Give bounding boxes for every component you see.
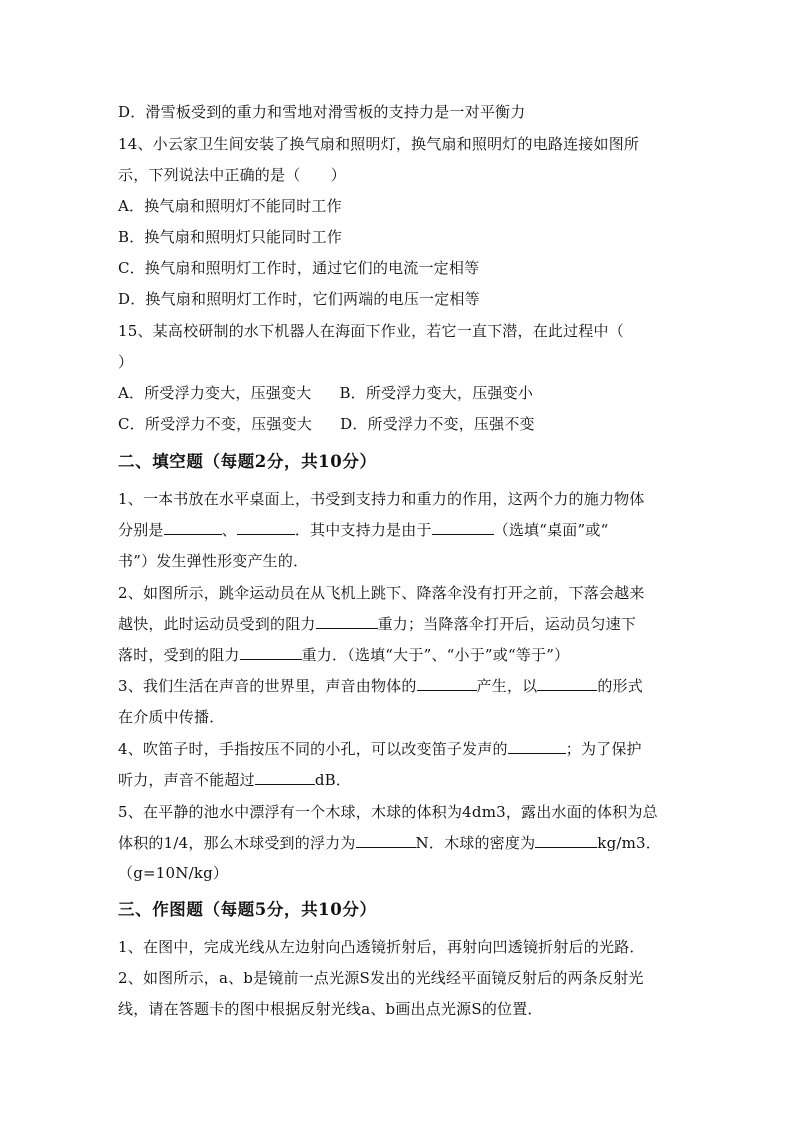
s2-q2-text-d: 重力．（选填“大于”、“小于”或“等于”） <box>301 646 570 664</box>
fill-blank[interactable] <box>255 770 315 785</box>
s2-q5-text-b: N．木球的密度为 <box>415 834 536 852</box>
s3-q1: 1、在图中，完成光线从左边射向凸透镜折射后，再射向凹透镜折射后的光路． <box>118 938 645 956</box>
s2-q1-line2 <box>118 520 608 540</box>
s2-q5-line2 <box>118 833 661 853</box>
s2-q1-text-d: （选填“桌面”或“ <box>493 521 609 539</box>
fill-blank[interactable] <box>164 520 222 535</box>
s2-q4-line2 <box>118 770 351 790</box>
s2-q5-text-c: kg/m3． <box>597 834 661 852</box>
q15-option-b: B．所受浮力变大，压强变小 <box>339 384 534 402</box>
q14-option-c: C．换气扇和照明灯工作时，通过它们的电流一定相等 <box>118 259 480 277</box>
fill-blank[interactable] <box>417 676 477 691</box>
s2-q1-line3: 书”）发生弹性形变产生的． <box>118 552 309 570</box>
s2-q3-text-a: 3、我们生活在声音的世界里，声音由物体的 <box>118 677 417 695</box>
s2-q2-text-a: 越快，此时运动员受到的阻力 <box>118 615 316 633</box>
s2-q4-text-d: dB． <box>314 771 352 789</box>
fill-blank[interactable] <box>432 520 494 535</box>
q14-option-b: B．换气扇和照明灯只能同时工作 <box>118 228 343 246</box>
q15-options-ab <box>118 383 533 403</box>
s2-q4-text-c: 听力，声音不能超过 <box>118 771 255 789</box>
s2-q5-text-a: 体积的1/4，那么木球受到的浮力为 <box>118 834 356 852</box>
s2-q3-text-c: 的形式 <box>597 677 643 695</box>
s2-q2-line2 <box>118 614 636 634</box>
fill-blank[interactable] <box>237 520 295 535</box>
q15-option-a: A．所受浮力变大，压强变大 <box>118 384 312 402</box>
s3-q2-line1: 2、如图所示，a、b是镜前一点光源S发出的光线经平面镜反射后的两条反射光 <box>118 969 644 987</box>
fill-blank[interactable] <box>316 614 378 629</box>
q13-option-d: D．滑雪板受到的重力和雪地对滑雪板的支持力是一对平衡力 <box>118 103 526 121</box>
s2-q1-text-a: 分别是 <box>118 521 164 539</box>
s2-q4-text-a: 4、吹笛子时，手指按压不同的小孔，可以改变笛子发声的 <box>118 740 508 758</box>
fill-blank[interactable] <box>240 645 302 660</box>
q14-option-d: D．换气扇和照明灯工作时，它们两端的电压一定相等 <box>118 290 480 308</box>
section2-heading: 二、填空题（每题2分，共10分） <box>118 452 377 471</box>
s2-q3-line2: 在介质中传播． <box>118 708 225 726</box>
s2-q5-line3: （g=10N/kg） <box>118 864 229 882</box>
q15-stem-line2: ） <box>118 353 134 371</box>
s2-q5-line1: 5、在平静的池水中漂浮有一个木球，木球的体积为4dm3，露出水面的体积为总 <box>118 803 658 821</box>
q14-stem-line1: 14、小云家卫生间安装了换气扇和照明灯，换气扇和照明灯的电路连接如图所 <box>118 135 640 153</box>
s2-q4-line1 <box>118 739 642 759</box>
q15-stem-line1: 15、某高校研制的水下机器人在海面下作业，若它一直下潜，在此过程中（ <box>118 322 624 340</box>
s2-q1-line1: 1、一本书放在水平桌面上，书受到支持力和重力的作用，这两个力的施力物体 <box>118 490 645 508</box>
s3-q2-line2: 线，请在答题卡的图中根据反射光线a、b画出点光源S的位置． <box>118 1000 543 1018</box>
fill-blank[interactable] <box>537 676 597 691</box>
q14-stem-line2: 示，下列说法中正确的是（ ） <box>118 166 347 184</box>
s2-q2-line1: 2、如图所示，跳伞运动员在从飞机上跳下、降落伞没有打开之前，下落会越来 <box>118 584 645 602</box>
s2-q2-text-b: 重力；当降落伞打开后，运动员匀速下 <box>377 615 637 633</box>
q15-options-cd <box>118 414 535 434</box>
fill-blank[interactable] <box>356 833 416 848</box>
q15-option-c: C．所受浮力不变，压强变大 <box>118 415 313 433</box>
fill-blank[interactable] <box>535 833 597 848</box>
s2-q2-text-c: 落时，受到的阻力 <box>118 646 240 664</box>
s2-q3-line1 <box>118 676 643 696</box>
q14-option-a: A．换气扇和照明灯不能同时工作 <box>118 197 342 215</box>
q15-option-d: D．所受浮力不变，压强不变 <box>340 415 535 433</box>
s2-q3-text-b: 产生，以 <box>476 677 538 695</box>
fill-blank[interactable] <box>508 739 566 754</box>
s2-q1-text-c: ．其中支持力是由于 <box>294 521 432 539</box>
s2-q4-text-b: ；为了保护 <box>565 740 642 758</box>
section3-heading: 三、作图题（每题5分，共10分） <box>118 900 377 919</box>
s2-q1-text-b: 、 <box>221 521 237 539</box>
s2-q2-line3 <box>118 645 569 665</box>
